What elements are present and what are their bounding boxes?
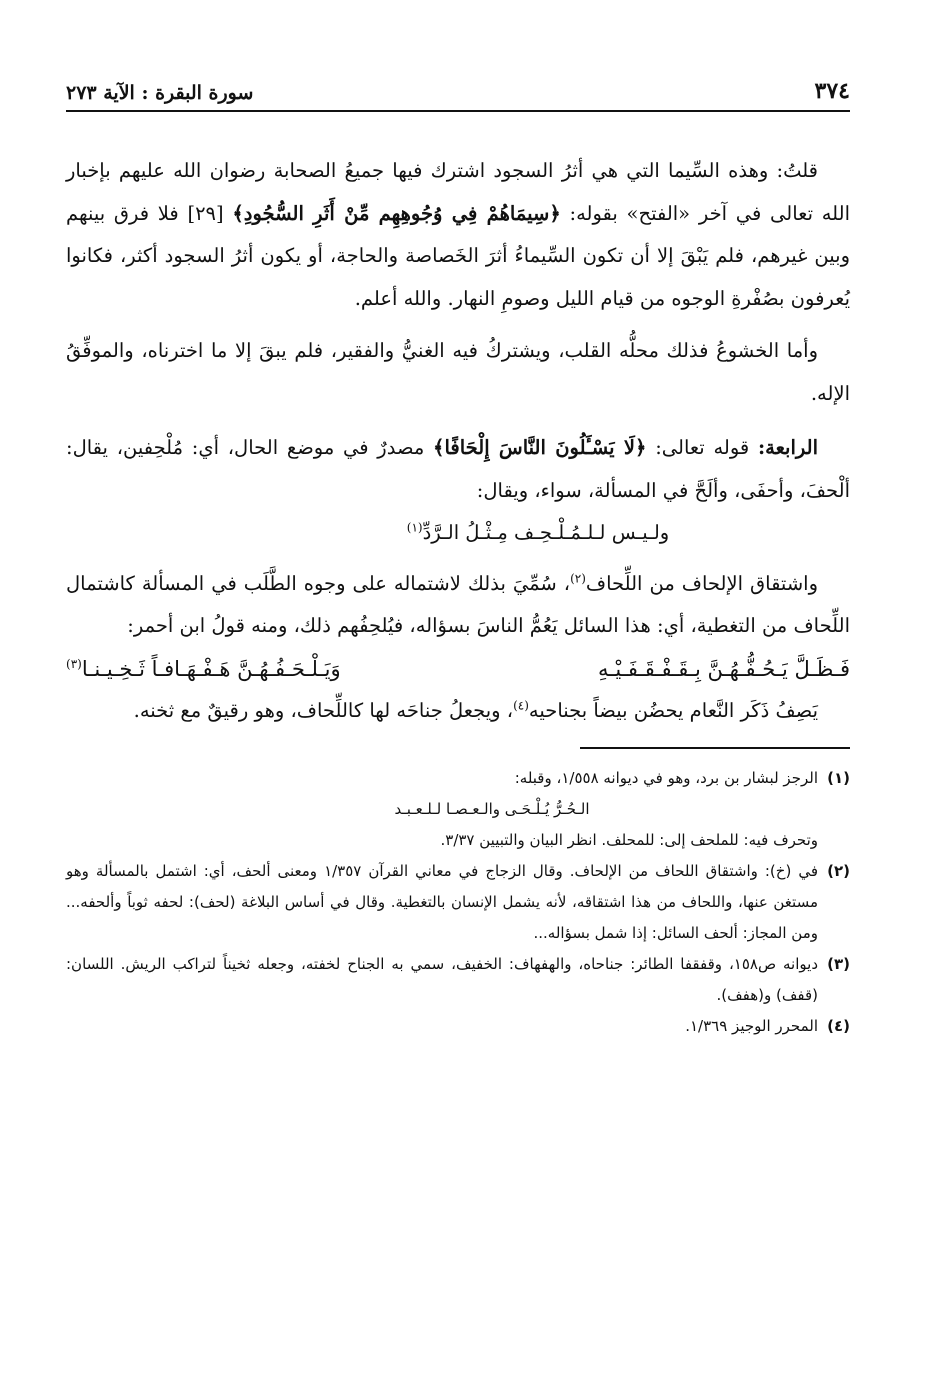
footnote-ref-3: (٣): [66, 656, 82, 671]
paragraph-1-text-b: [٢٩] فلا فرق بينهم وبين غيرهم، فلم يَبْقَ إلا أن تكون السِّيماءُ أثرَ الخَصاصة والحاجة، أو يكون أثرُ السجود أكثر، فكانوا يُعرفون بصُفْرةِ الوجوه من قيام الليل وصومِ النهار. والله أعلم.: [66, 201, 850, 310]
footnote-ref-2: (٢): [570, 571, 586, 585]
paragraph-4: [66, 563, 850, 648]
paragraph-3-text-b: مصدرٌ في موضع الحال، أي: مُلْحِفين، يقال: ألْحفَ، وأحفَى، وألَحَّ في المسألة، سواء، ويقال:: [66, 436, 850, 502]
paragraph-5-text-b: ، ويجعلُ جناحَه لها كاللِّحاف، وهو رقيقٌ مع ثخنه.: [133, 699, 514, 722]
footnote-text: في (خ): واشتقاق اللحاف من الإلحاف. وقال الزجاج في معاني القرآن ١/٣٥٧ ومعنى ألحف، أي: اشتمل بالمسألة وهو مستغن عنها، واللحاف من هذا اشتقاقه، لأنه يشمل الإنسان بالتغطية. وقال في أساس البلاغة (لحف): لحفه ثوباً وألحفه... ومن المجاز: ألحف السائل: إذا شمل بسؤاله...: [66, 861, 818, 942]
footnote-text: ديوانه ص١٥٨، وقفقفا الطائر: جناحاه، والهفهاف: الخفيف، سمي به الجناح لخفته، وجعله ثخيناً لتراكب الريش. اللسان: (قفف) و(هفف).: [66, 954, 819, 1004]
footnote-body: [66, 763, 818, 856]
page: [66, 66, 850, 1042]
verse-1-text: ولـيـس لـلـمُـلْـحِـف مِـثْـلُ الـرَّدِّ: [422, 521, 670, 544]
footnote-text: المحرر الوجيز ١/٣٦٩.: [685, 1016, 818, 1035]
paragraph-5-text-a: يَصِفُ ذَكَر النَّعام يحضُن بيضاً بجناحيه: [528, 699, 818, 722]
section-label: الرابعة:: [757, 436, 818, 459]
footnote-number: (١): [827, 768, 850, 787]
verse-2-hemistich-2: وَيَـلْـحَـفُـهُـنَّ هَـفْـهَـافـاً ثَـخِـيـنـا: [81, 656, 341, 681]
footnote-ref-4: (٤): [513, 698, 529, 713]
footnote-text: الرجز لبشار بن برد، وهو في ديوانه ١/٥٥٨، وقبله:: [514, 768, 818, 787]
footnote-ref-1: (١): [406, 520, 423, 535]
page-number: ٣٧٤: [814, 78, 850, 104]
footnote-separator: [580, 747, 850, 749]
footnote-number: (٢): [827, 861, 850, 880]
footnote-number: (٤): [827, 1016, 850, 1035]
page-header: [66, 66, 850, 112]
paragraph-4-text-b: ، سُمِّيَ بذلك لاشتماله على وجوه الطَّلَب في المسألة كاشتمال اللِّحاف من التغطية، أي: هذا السائل يَعُمُّ الناسَ بسؤاله، فيُلحِفُهم ذلك، ومنه قولُ ابن أحمر:: [66, 571, 850, 637]
paragraph-4-text-a: واشتقاق الإلحاف من اللِّحاف: [585, 571, 818, 595]
footnote-text-2: وتحرف فيه: للملحف إلى: للمحلف. انظر البيان والتبيين ٣/٣٧.: [440, 830, 818, 849]
paragraph-3-text-a: قوله تعالى:: [646, 436, 758, 459]
paragraph-2: وأما الخشوعُ فذلك محلُّه القلب، ويشتركُ فيه الغنيُّ والفقير، فلم يبقَ إلا ما اخترناه، والموفِّقُ الإله.: [66, 339, 850, 405]
quran-quote-2: ﴿لَا يَسْـَٔلُونَ النَّاسَ إِلْحَافًا﴾: [433, 436, 647, 459]
footnotes: [66, 763, 850, 1042]
footnote-1: [66, 763, 850, 856]
footnote-4: [66, 1011, 850, 1042]
verse-2: [66, 648, 850, 691]
paragraph-1: [66, 150, 850, 320]
footnote-2: [66, 856, 850, 949]
paragraph-3: [66, 427, 850, 512]
main-text: [66, 150, 850, 733]
footnote-separator-wrap: [66, 733, 850, 749]
footnote-verse: الـحُـرُّ يُـلْـحَـى والـعـصـا لـلـعـبـد: [394, 799, 590, 818]
verse-1: [66, 512, 850, 555]
verse-2-hemistich-1: فَـظَـلَّ يَـحُـفُّـهُـنَّ بِـقَـفْـقَـفَـيْـهِ: [598, 656, 850, 681]
paragraph-1-text-a: قلتُ: وهذه السِّيما التي هي أثرُ السجود اشترك فيها جميعُ الصحابة رضوان الله عليهم بإخبار الله تعالى في آخر «الفتح» بقوله:: [66, 159, 851, 225]
quran-quote-1: ﴿سِيمَاهُمْ فِي وُجُوهِهِم مِّنْ أَثَرِ السُّجُودِ﴾: [232, 201, 561, 225]
paragraph-5: [66, 690, 850, 733]
verse-2-hemistich-2-wrap: [66, 648, 341, 691]
footnote-number: (٣): [827, 954, 850, 973]
running-title: سورة البقرة : الآية ٢٧٣: [66, 82, 254, 104]
footnote-3: [66, 949, 850, 1011]
